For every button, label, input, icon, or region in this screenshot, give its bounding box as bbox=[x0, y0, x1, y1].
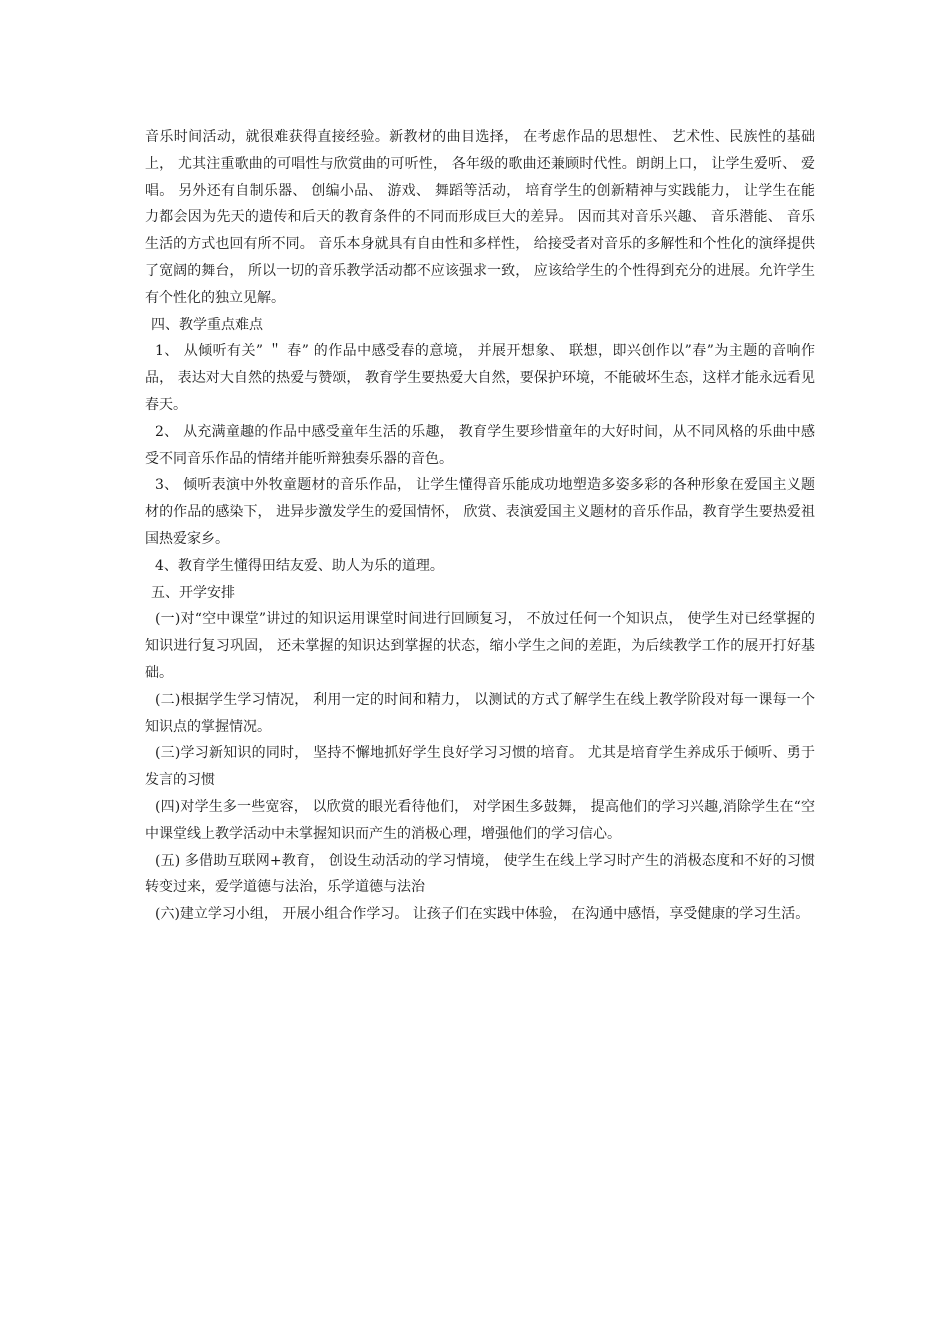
document-body bbox=[145, 124, 815, 928]
arrangement-item-5: (五) 多借助互联网+教育， 创设生动活动的学习情境， 使学生在线上学习时产生的消极态度和不好的习惯转变过来，爱学道德与法治，乐学道德与法治 bbox=[145, 852, 815, 896]
focus-item-2: 2、 从充满童趣的作品中感受童年生活的乐趣， 教育学生要珍惜童年的大好时间，从不同风格的乐曲中感受不同音乐作品的情绪并能听辩独奏乐器的音色。 bbox=[145, 423, 815, 467]
arrangement-item-4: (四)对学生多一些宽容， 以欣赏的眼光看待他们， 对学困生多鼓舞， 提高他们的学习兴趣,消除学生在“空中课堂线上教学活动中未掌握知识而产生的消极心理，增强他们的学习信心。 bbox=[145, 798, 815, 842]
arrangement-item-1: (一)对“空中课堂”讲过的知识运用课堂时间进行回顾复习， 不放过任何一个知识点， 使学生对已经掌握的知识进行复习巩固， 还未掌握的知识达到掌握的状态，缩小学生之间的差距，为后续教学工作的展开打好基础。 bbox=[145, 611, 815, 681]
focus-item-1: 1、 从倾听有关” ＂ 春” 的作品中感受春的意境， 并展开想象、 联想，即兴创作以”春”为主题的音响作品， 表达对大自然的热爱与赞颂， 教育学生要热爱大自然，要保护环境，不能破坏生态，这样才能永远看见春天。 bbox=[145, 343, 815, 413]
arrangement-item-2: (二)根据学生学习情况， 利用一定的时间和精力， 以测试的方式了解学生在线上教学阶段对每一课每一个知识点的掌握情况。 bbox=[145, 691, 815, 735]
arrangement-item-6: (六)建立学习小组， 开展小组合作学习。 让孩子们在实践中体验， 在沟通中感悟，享受健康的学习生活。 bbox=[155, 906, 810, 923]
arrangement-item-3: (三)学习新知识的同时， 坚持不懈地抓好学生良好学习习惯的培育。 尤其是培育学生养成乐于倾听、勇于发言的习惯 bbox=[145, 745, 815, 789]
focus-item-3: 3、 倾听表演中外牧童题材的音乐作品， 让学生懂得音乐能成功地塑造多姿多彩的各种形象在爱国主义题材的作品的感染下， 进异步激发学生的爱国情怀， 欣赏、表演爱国主义题材的音乐作品，教育学生要热爱祖国热爱家乡。 bbox=[145, 477, 815, 547]
focus-item-4: 4、教育学生懂得田结友爱、助人为乐的道理。 bbox=[155, 557, 444, 574]
section-heading-teaching-focus: 四、教学重点难点 bbox=[151, 316, 263, 333]
intro-paragraph: 音乐时间活动，就很难获得直接经验。新教材的曲目选择， 在考虑作品的思想性、 艺术性、民族性的基础上， 尤其注重歌曲的可唱性与欣赏曲的可听性， 各年级的歌曲还兼顾时代性。朗朗上口， 让学生爱听、 爱唱。 另外还有自制乐器、 创编小品、 游戏、 舞蹈等活动， 培育学生的创新精神与实践能力， 让学生在能力都会因为先天的遗传和后天的教育条件的不同而形成巨大的差异。 因而其对音乐兴趣、 音乐潜能、 音乐生活的方式也回有所不同。 音乐本身就具有自由性和多样性， 给接受者对音乐的多解性和个性化的演绎提供了宽阔的舞台， 所以一切的音乐教学活动都不应该强求一致， 应该给学生的个性得到充分的进展。允许学生有个性化的独立见解。 bbox=[145, 129, 815, 306]
section-heading-school-start: 五、开学安排 bbox=[151, 584, 235, 601]
